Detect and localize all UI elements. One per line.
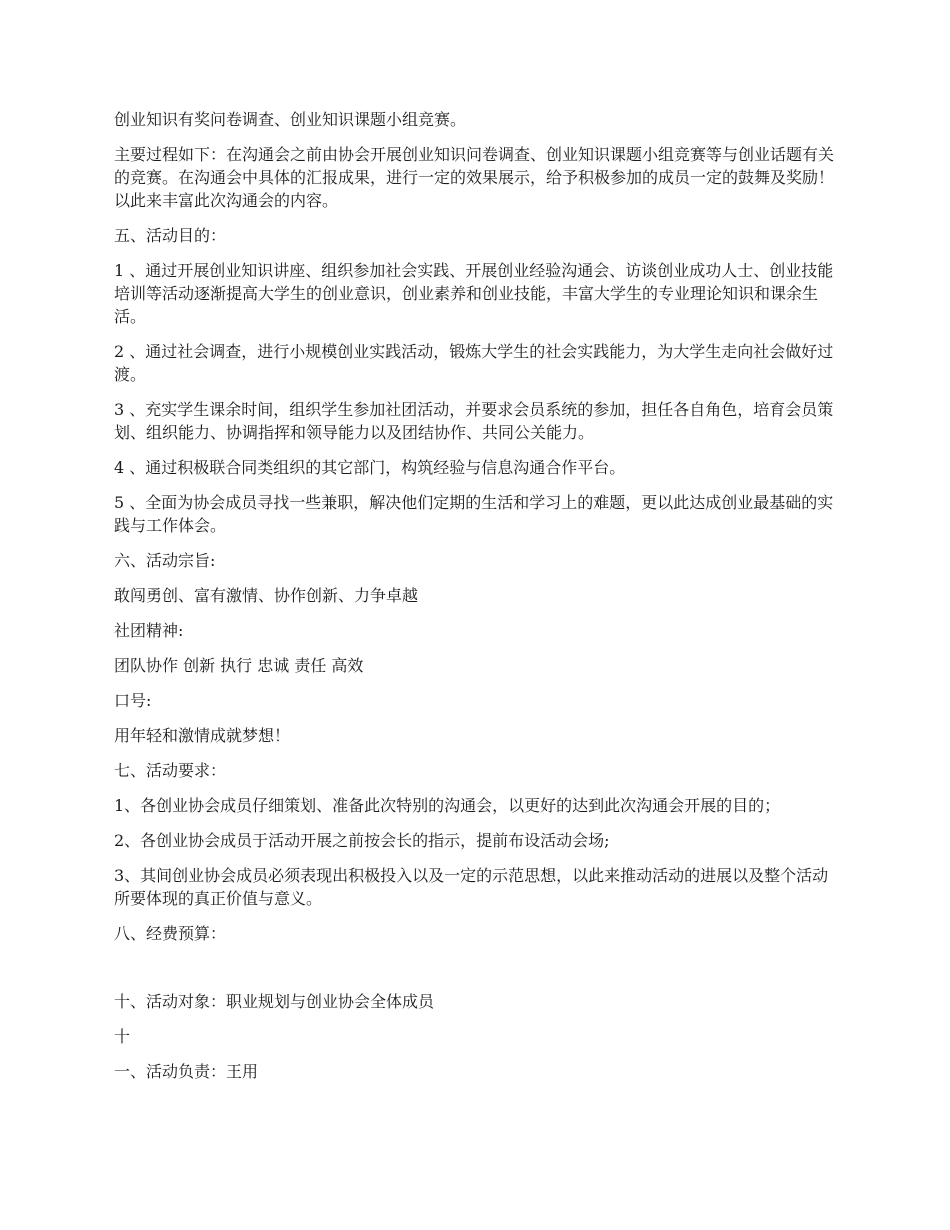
heading-club-spirit: 社团精神:	[114, 621, 184, 640]
purpose-item-1: 1 、通过开展创业知识讲座、组织参加社会实践、开展创业经验沟通会、访谈创业成功人士、创业技能培训等活动逐渐提高大学生的创业意识，创业素养和创业技能，丰富大学生的专业理论知识和课余生活。	[114, 261, 834, 326]
purpose-item-4: 4 、通过积极联合同类组织的其它部门，构筑经验与信息沟通合作平台。	[114, 458, 626, 477]
tenet-text: 敢闯勇创、富有激情、协作创新、力争卓越	[114, 586, 419, 605]
slogan-text: 用年轻和激情成就梦想！	[114, 726, 291, 745]
purpose-item-3: 3 、充实学生课余时间，组织学生参加社团活动，并要求会员系统的参加，担任各自角色，培育会员策划、组织能力、协调指挥和领导能力以及团结协作、共同公关能力。	[114, 400, 834, 442]
heading-activity-purpose: 五、活动目的：	[114, 226, 227, 245]
requirement-item-1: 1、各创业协会成员仔细策划、准备此次特别的沟通会，以更好的达到此次沟通会开展的目的；	[114, 796, 781, 815]
club-spirit-text: 团队协作 创新 执行 忠诚 责任 高效	[114, 656, 364, 675]
heading-activity-tenet: 六、活动宗旨:	[114, 551, 216, 570]
paragraph-survey: 创业知识有奖问卷调查、创业知识课题小组竞赛。	[114, 110, 467, 129]
requirement-item-2: 2、各创业协会成员于活动开展之前按会长的指示，提前布设活动会场;	[114, 831, 610, 850]
heading-fragment-ten: 十	[114, 1027, 131, 1046]
document-body	[114, 108, 839, 1095]
heading-slogan: 口号:	[114, 691, 152, 710]
heading-budget: 八、经费预算：	[114, 924, 227, 943]
heading-activity-leader: 一、活动负责：王用	[114, 1062, 259, 1081]
purpose-item-5: 5 、全面为协会成员寻找一些兼职，解决他们定期的生活和学习上的难题，更以此达成创业最基础的实践与工作体会。	[114, 493, 834, 535]
requirement-item-3: 3、其间创业协会成员必须表现出积极投入以及一定的示范思想，以此来推动活动的进展以及整个活动所要体现的真正价值与意义。	[114, 866, 829, 908]
purpose-item-2: 2 、通过社会调查，进行小规模创业实践活动，锻炼大学生的社会实践能力，为大学生走向社会做好过渡。	[114, 342, 834, 384]
heading-activity-requirements: 七、活动要求：	[114, 761, 227, 780]
heading-activity-target: 十、活动对象：职业规划与创业协会全体成员	[114, 992, 435, 1011]
paragraph-main-process: 主要过程如下：在沟通会之前由协会开展创业知识问卷调查、创业知识课题小组竞赛等与创业话题有关的竞赛。在沟通会中具体的汇报成果，进行一定的效果展示，给予积极参加的成员一定的鼓舞及奖励！以此来丰富此次沟通会的内容。	[114, 145, 835, 210]
